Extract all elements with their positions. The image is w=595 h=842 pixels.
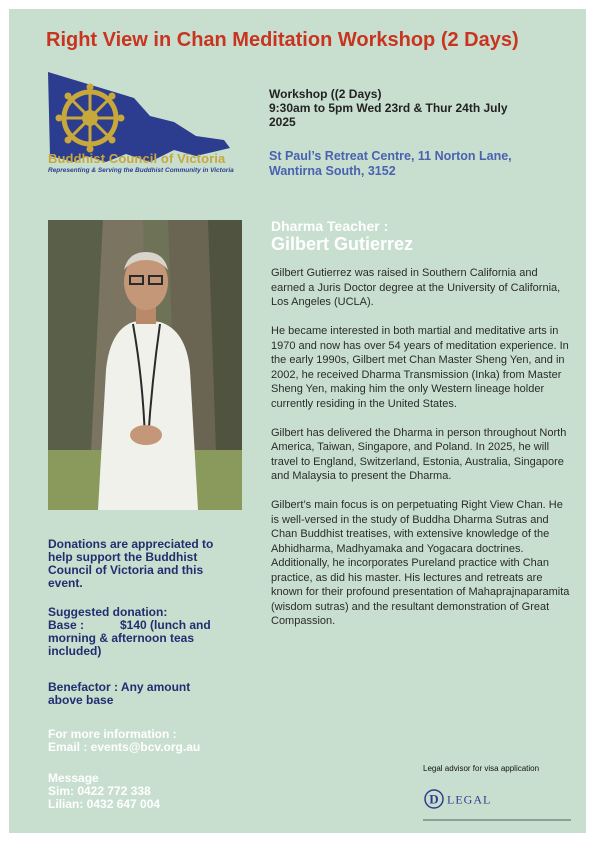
bio-paragraph: Gilbert Gutierrez was raised in Southern California and earned a Juris Doctor degree at the University of California, Los Angeles (UCLA). [271,267,561,308]
contact-line: Message [48,771,99,785]
teacher-label: Dharma Teacher : [271,218,389,234]
donation-line: event. [48,576,83,590]
logo-name: Buddhist Council of Victoria [48,151,226,166]
page-title: Right View in Chan Meditation Workshop (2 Days) [46,29,519,51]
logo-tagline: Representing & Serving the Buddhist Community in Victoria [48,167,234,174]
donation-appeal [48,538,248,590]
teacher-name: Gilbert Gutierrez [271,234,414,254]
email-line: Email : events@bcv.org.au [48,740,201,754]
info-line: For more information : [48,727,177,741]
d-legal-logo [423,787,573,823]
benefactor-line: above base [48,693,114,707]
contact-line: Sim: 0422 772 338 [48,784,151,798]
legal-note: Legal advisor for visa application [423,764,540,773]
teacher-bio [271,266,571,643]
venue-line: Wantirna South, 3152 [269,164,396,178]
contact-line: Lilian: 0432 647 004 [48,797,161,811]
legal-logo-letter: D [429,791,439,807]
bio-paragraph: Gilbert’s main focus is on perpetuating Right View Chan. He is well-versed in the study of Buddha Dharma Sutras and Chan Buddhist treatises, with extensive knowledge of the Abhidharma, Madhyamaka and Yogacara doctrines. Additionally, he incorporates Pureland practice with Chan practice, as did his master. His lectures and retreats are known for their profound presentation of Mahaprajnaparamita (wisdom sutras) and the resultant demonstration of Great Compassion. [271,499,570,627]
bio-paragraph: He became interested in both martial and meditative arts in 1970 and now has over 54 years of meditation experience. In the early 1990s, Gilbert met Chan Master Sheng Yen, and in 2002, he received Dharma Transmission (Inka) from Master Sheng Yen, making him the only Western lineage holder currently residing in the United States. [271,325,569,410]
bio-paragraph: Gilbert has delivered the Dharma in person throughout North America, Taiwan, Singapore, and Poland. In 2025, he will travel to England, Switzerland, Estonia, Australia, Singapore and Malaysia to present the Dharma. [271,426,567,482]
suggested-donation [48,606,248,658]
donation-line: Council of Victoria and this [48,563,204,577]
donation-line: Donations are appreciated to [48,537,214,551]
base-label: Base : [48,618,85,632]
benefactor [48,681,248,707]
suggested-label: Suggested donation: [48,605,168,619]
teacher-photo [48,220,242,510]
venue-line: St Paul’s Retreat Centre, 11 Norton Lane, [269,149,512,163]
venue [269,149,569,179]
base-value: $140 (lunch and [120,618,211,632]
donation-line: help support the Buddhist [48,550,198,564]
benefactor-line: Benefactor : Any amount [48,680,191,694]
base-continued: morning & afternoon teas [48,631,195,645]
base-continued: included) [48,644,102,658]
legal-logo-text: LEGAL [447,792,492,807]
workshop-line: Workshop ((2 Days) [269,87,382,101]
contact [48,772,248,811]
dharma-wheel-icon [56,84,125,153]
workshop-line: 2025 [269,115,296,129]
workshop-line: 9:30am to 5pm Wed 23rd & Thur 24th July [269,101,508,115]
more-info [48,728,248,754]
workshop-details [269,87,559,129]
